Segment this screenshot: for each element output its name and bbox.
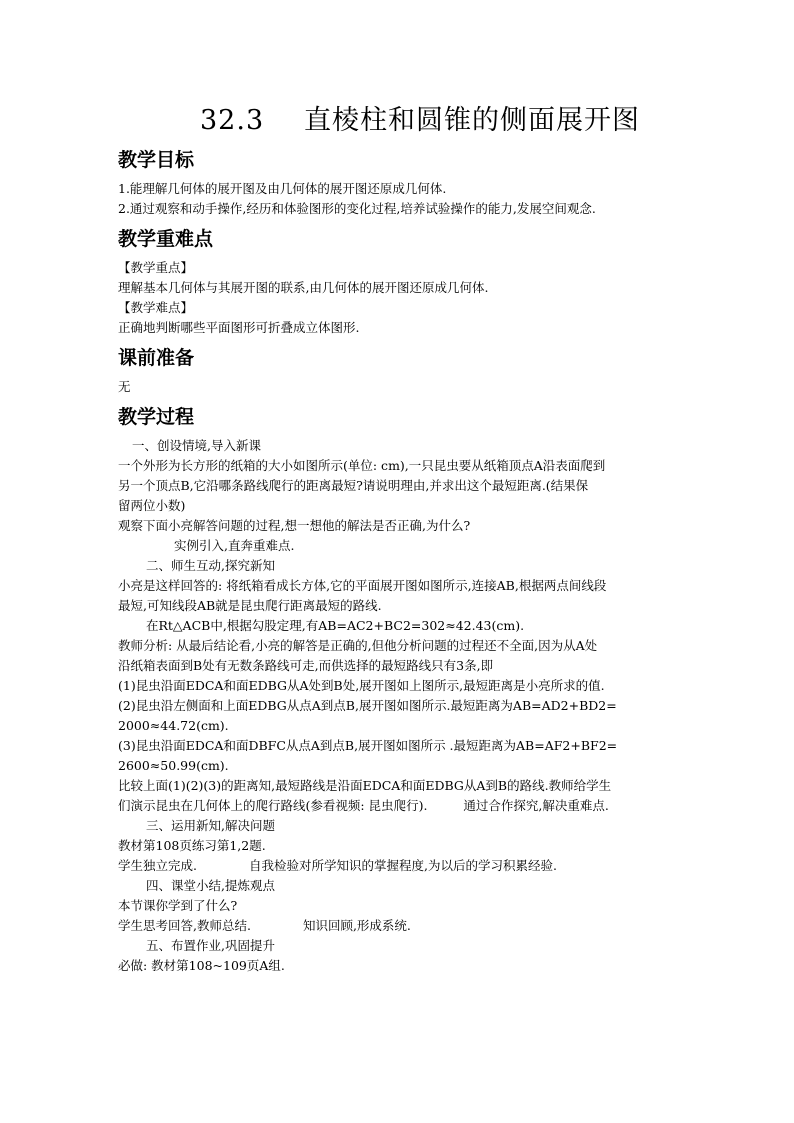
formula-line: 在Rt△ACB中,根据勾股定理,有AB=AC2+BC2=302≈42.43(cm). <box>146 618 525 633</box>
list-item-cont: 2600≈50.99(cm). <box>118 758 229 773</box>
paragraph-line: 另一个顶点B,它沿哪条路线爬行的距离最短?请说明理由,并求出这个最短距离.(结果保 <box>118 478 589 493</box>
paragraph-line: 小亮是这样回答的: 将纸箱看成长方体,它的平面展开图如图所示,连接AB,根据两点间线段 <box>118 578 607 593</box>
paragraph-line <box>118 916 678 936</box>
design-note: 自我检验对所学知识的掌握程度,为以后的学习积累经验. <box>248 858 557 873</box>
design-note: 实例引入,直奔重难点. <box>174 538 295 553</box>
paragraph-line: 最短,可知线段AB就是昆虫爬行距离最短的路线. <box>118 598 382 613</box>
step-title: 二、师生互动,探究新知 <box>146 558 275 573</box>
list-item: (3)昆虫沿面EDCA和面DBFC从点A到点B,展开图如图所示 .最短距离为AB=AF2+BF2= <box>118 738 618 753</box>
paragraph-line <box>118 796 678 816</box>
design-note: 知识回顾,形成系统. <box>302 918 411 933</box>
paragraph-line: 教师分析: 从最后结论看,小亮的解答是正确的,但他分析问题的过程还不全面,因为从A处 <box>118 638 598 653</box>
step-title: 一、创设情境,导入新课 <box>132 438 261 453</box>
focus-label: 【教学重点】 <box>118 260 194 275</box>
objective-item: 1.能理解几何体的展开图及由几何体的展开图还原成几何体. <box>118 181 447 196</box>
focus-text: 理解基本几何体与其展开图的联系,由几何体的展开图还原成几何体. <box>118 280 489 295</box>
list-item: (2)昆虫沿左侧面和上面EDBG从点A到点B,展开图如图所示.最短距离为AB=AD2+BD2= <box>118 698 617 713</box>
paragraph-text: 学生独立完成. <box>118 858 197 873</box>
paragraph-line: 比较上面(1)(2)(3)的距离知,最短路线是沿面EDCA和面EDBG从A到B的路线.教师给学生 <box>118 778 612 793</box>
section-number: 32.3 <box>200 105 265 136</box>
paragraph-line: 教材第108页练习第1,2题. <box>118 838 266 853</box>
list-item-cont: 2000≈44.72(cm). <box>118 718 229 733</box>
paragraph-line: 沿纸箱表面到B处有无数条路线可走,而供选择的最短路线只有3条,即 <box>118 658 494 673</box>
process-heading: 教学过程 <box>118 406 195 428</box>
paragraph-line <box>118 856 678 876</box>
difficulty-label: 【教学难点】 <box>118 300 194 315</box>
objective-item: 2.通过观察和动手操作,经历和体验图形的变化过程,培养试验操作的能力,发展空间观念. <box>118 201 596 216</box>
step-title: 三、运用新知,解决问题 <box>146 818 275 833</box>
document-body <box>118 147 678 976</box>
paragraph-line: 必做: 教材第108~109页A组. <box>118 958 285 973</box>
design-note: 通过合作探究,解决重难点. <box>463 798 609 813</box>
difficulty-text: 正确地判断哪些平面图形可折叠成立体图形. <box>118 320 360 335</box>
paragraph-text: 学生思考回答,教师总结. <box>118 918 251 933</box>
title-text: 直棱柱和圆锥的侧面展开图 <box>304 105 640 136</box>
page-title <box>200 98 640 137</box>
list-item: (1)昆虫沿面EDCA和面EDBG从A处到B处,展开图如上图所示,最短距离是小亮所求的值. <box>118 678 605 693</box>
paragraph-line: 本节课你学到了什么? <box>118 898 238 913</box>
step-title: 五、布置作业,巩固提升 <box>146 938 275 953</box>
paragraph-line: 留两位小数) <box>118 498 186 513</box>
preparation-text: 无 <box>118 379 131 394</box>
key-points-heading: 教学重难点 <box>118 228 214 250</box>
paragraph-line: 观察下面小亮解答问题的过程,想一想他的解法是否正确,为什么? <box>118 518 471 533</box>
step-title: 四、课堂小结,提炼观点 <box>146 878 275 893</box>
objectives-heading: 教学目标 <box>118 149 195 171</box>
preparation-heading: 课前准备 <box>118 347 195 369</box>
paragraph-text: 们演示昆虫在几何体上的爬行路线(参看视频: 昆虫爬行). <box>118 798 428 813</box>
paragraph-line: 一个外形为长方形的纸箱的大小如图所示(单位: cm),一只昆虫要从纸箱顶点A沿表面爬到 <box>118 458 606 473</box>
